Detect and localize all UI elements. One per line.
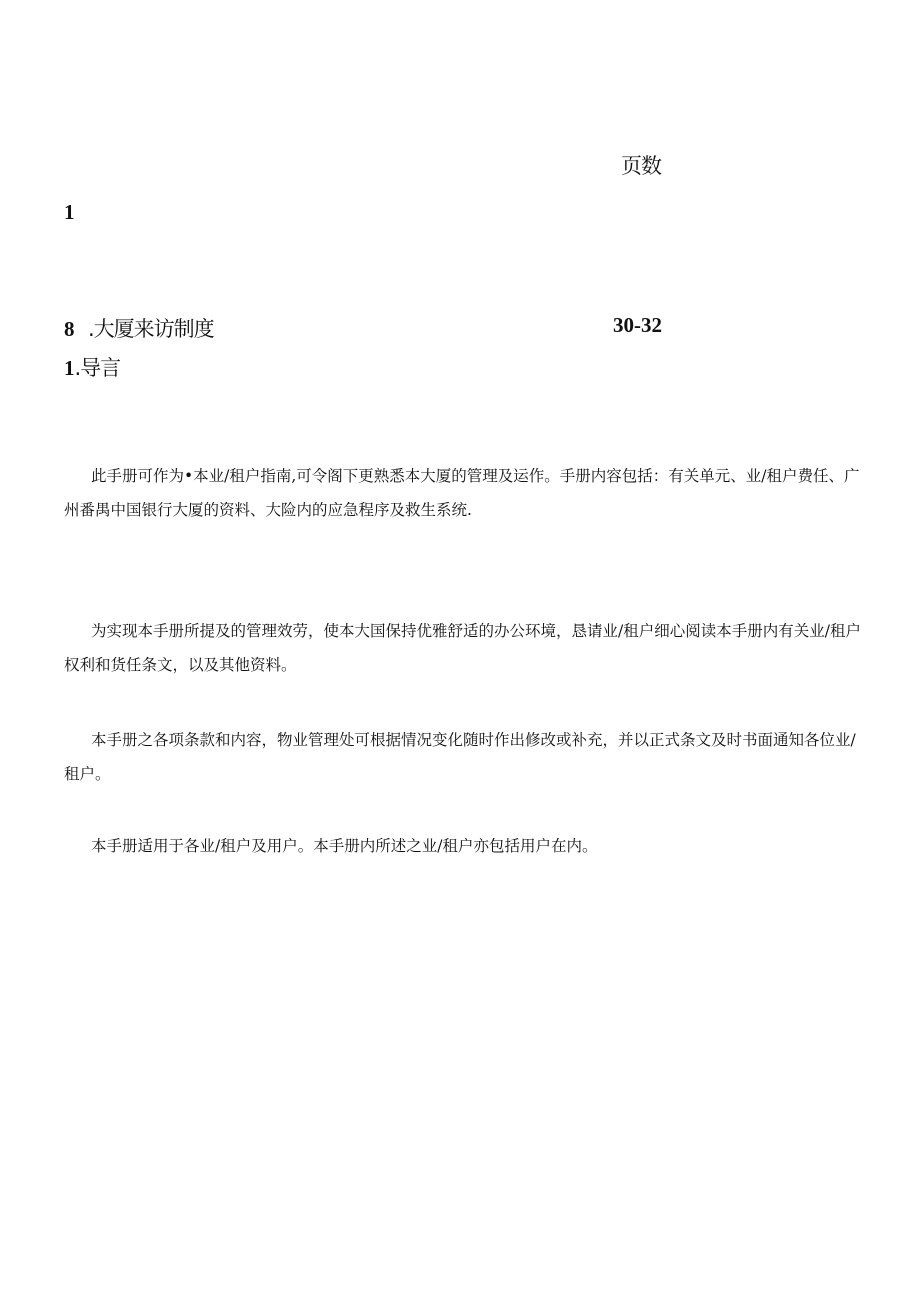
toc-entry-number: 8 <box>64 317 75 341</box>
intro-paragraph: 此手册可作为•本业/租户指南,可令阁下更熟悉本大厦的管理及运作。手册内容包括：有关单元、业/租户费任、广州番禺中国银行大厦的资料、大险内的应急程序及救生系统. <box>64 467 860 519</box>
intro-paragraph: 本手册之各项条款和内容，物业管理处可根据情况变化随时作出修改或补充，并以正式条文及时书面通知各位业/租户。 <box>64 731 856 783</box>
toc-entry <box>64 313 214 343</box>
toc-pages-header: 页数 <box>621 154 661 178</box>
section-heading <box>64 352 120 382</box>
section-title: .导言 <box>74 356 121 380</box>
intro-paragraph: 为实现本手册所提及的管理效劳，使本大国保持优雅舒适的办公环境，恳请业/租户细心阅读本手册内有关业/租户权利和货任条文，以及其他资料。 <box>64 622 861 674</box>
toc-entry-pages: 30-32 <box>613 313 662 337</box>
toc-entry-title: .大厦来访制度 <box>88 317 214 341</box>
section-number: 1 <box>64 356 75 380</box>
toc-number: 1 <box>64 200 75 224</box>
intro-paragraph: 本手册适用于各业/租户及用户。本手册内所述之业/租户亦包括用户在内。 <box>91 837 598 855</box>
